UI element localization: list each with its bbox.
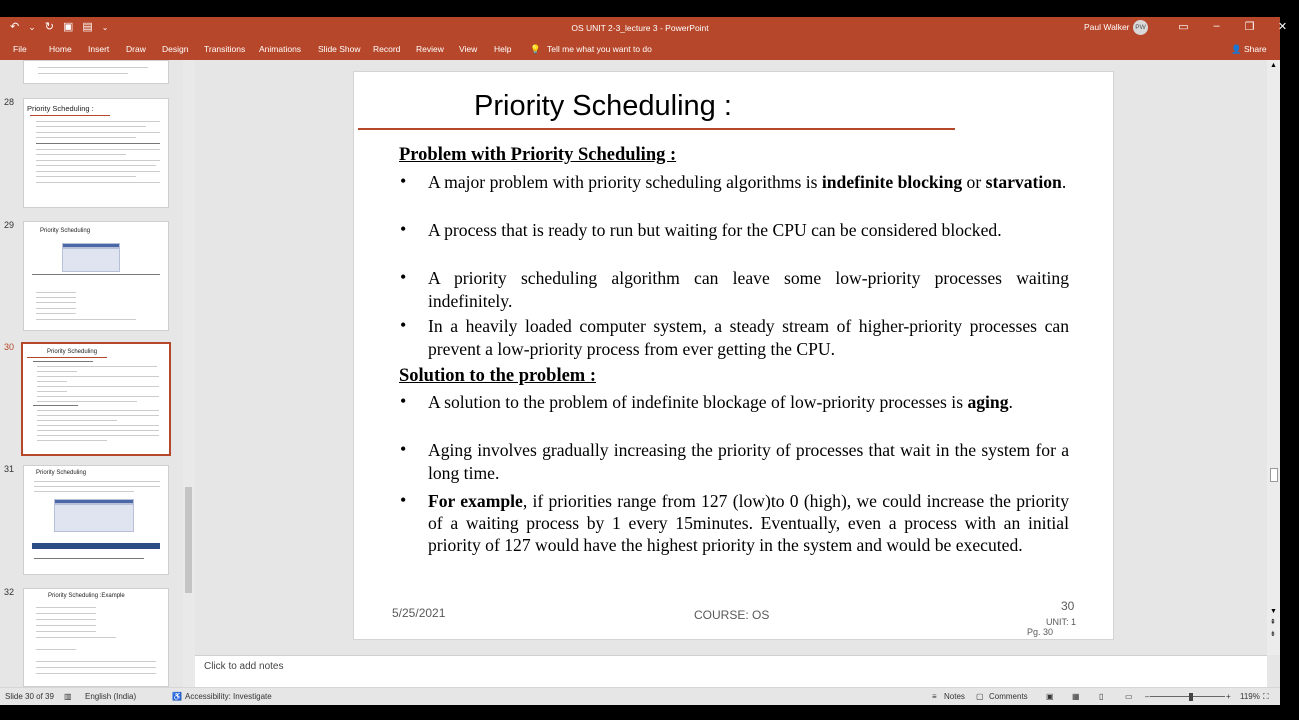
bold-term: indefinite blocking <box>821 172 963 192</box>
editor-scrollbar-thumb[interactable] <box>1270 468 1278 482</box>
spell-check-icon[interactable]: ▥ <box>64 692 72 701</box>
slide-thumbnail-32[interactable] <box>23 588 169 687</box>
zoom-in-icon[interactable]: + <box>1226 692 1231 701</box>
scroll-down-icon[interactable]: ▼ <box>1270 608 1277 615</box>
bullet-text: , if priorities range from 127 (low)to 0 (high), we could increase the priority of a waiting process by 1 every 15minutes. Eventually, even a process with an initial priority of 127 would have the highest priority in the system and would be executed. <box>428 491 1069 555</box>
bold-term: aging <box>967 392 1009 412</box>
bullet-indefinite-blocking[interactable] <box>428 171 1069 194</box>
bullet-marker: • <box>400 439 407 459</box>
slide-thumbnail-28[interactable] <box>23 98 169 208</box>
slide-thumbnail-31[interactable] <box>23 465 169 575</box>
redo-icon[interactable]: ⌄ <box>28 22 36 32</box>
bullet-heavily-loaded[interactable]: In a heavily loaded computer system, a steady stream of higher-priority processes can prevent a low-priority process from ever getting the CPU. <box>428 316 1069 359</box>
bullet-marker: • <box>400 219 407 239</box>
comments-icon[interactable]: ▢ <box>976 692 984 701</box>
next-slide-icon[interactable]: ⇟ <box>1270 631 1276 638</box>
window-controls <box>1167 20 1299 33</box>
thumbnail-title: Priority Scheduling <box>47 349 98 355</box>
bullet-blocked[interactable]: A process that is ready to run but waiting for the CPU can be considered blocked. <box>428 220 1002 240</box>
customize-icon[interactable]: ⌄ <box>101 23 109 32</box>
tab-home[interactable]: Home <box>49 44 72 54</box>
accessibility-status[interactable]: Accessibility: Investigate <box>185 692 272 701</box>
notes-pane[interactable] <box>195 655 1267 687</box>
normal-view-icon[interactable]: ▣ <box>1046 692 1054 701</box>
footer-unit[interactable]: UNIT: 1 <box>1046 617 1077 627</box>
save-icon[interactable]: ▤ <box>82 21 93 33</box>
footer-slide-number[interactable]: 30 <box>1061 599 1075 613</box>
bold-term: For example <box>428 491 523 511</box>
scroll-up-icon[interactable]: ▲ <box>1270 62 1277 69</box>
footer-date[interactable]: 5/25/2021 <box>392 606 446 620</box>
bullet-marker: • <box>400 267 407 287</box>
tab-design[interactable]: Design <box>162 44 189 54</box>
restore-icon[interactable]: ❐ <box>1244 21 1255 33</box>
previous-slide-icon[interactable]: ⇞ <box>1270 619 1276 626</box>
slide-thumbnail-30[interactable] <box>21 342 171 456</box>
close-icon[interactable]: ✕ <box>1277 21 1288 33</box>
tab-animations[interactable]: Animations <box>259 44 302 54</box>
section-heading-solution[interactable]: Solution to the problem : <box>399 366 597 386</box>
slide-counter: Slide 30 of 39 <box>5 692 54 701</box>
bullet-marker: • <box>400 171 407 191</box>
tab-transitions[interactable]: Transitions <box>204 44 246 54</box>
slide-thumbnail-29[interactable] <box>23 221 169 331</box>
document-title: OS UNIT 2-3_lecture 3 - PowerPoint <box>571 23 709 33</box>
bullet-marker: • <box>400 391 407 411</box>
bullet-marker: • <box>400 315 407 335</box>
bullet-text: . <box>1008 392 1013 412</box>
thumbnail-title: Priority Scheduling <box>36 470 87 476</box>
ribbon-tabs <box>0 39 1280 60</box>
share-label: Share <box>1243 44 1267 54</box>
bold-term: starvation <box>985 172 1062 192</box>
touch-mode-icon[interactable]: ▣ <box>62 21 74 33</box>
thumbnail-number: 29 <box>4 220 15 230</box>
bullet-low-priority-waiting[interactable]: A priority scheduling algorithm can leave some low-priority processes waiting indefinitely. <box>428 268 1069 311</box>
bullet-aging-solution[interactable] <box>428 391 1069 414</box>
user-name[interactable]: Paul Walker <box>1084 22 1130 32</box>
tab-slide-show[interactable]: Slide Show <box>318 44 361 54</box>
status-bar <box>0 687 1280 705</box>
thumbnail-scrollbar-thumb[interactable] <box>185 487 192 593</box>
bullet-aging-definition[interactable]: Aging involves gradually increasing the priority of processes that wait in the system for a long time. <box>428 440 1069 483</box>
slide-thumbnail-pane[interactable] <box>0 60 183 687</box>
ribbon-display-icon[interactable]: ▭ <box>1178 21 1189 33</box>
bullet-text: or <box>962 172 986 192</box>
redo-icon[interactable]: ↻ <box>44 21 54 33</box>
undo-icon[interactable]: ↶ <box>10 21 20 33</box>
zoom-level[interactable]: 119% <box>1240 692 1260 701</box>
thumbnail-number: 30 <box>4 342 15 352</box>
thumbnail-number: 31 <box>4 464 15 474</box>
lightbulb-icon: 💡 <box>530 44 541 54</box>
tab-file[interactable]: File <box>13 44 27 54</box>
notes-icon[interactable]: ≡ <box>932 692 937 701</box>
minimize-icon[interactable]: – <box>1213 20 1220 32</box>
slide-sorter-icon[interactable]: ▦ <box>1072 692 1080 701</box>
reading-view-icon[interactable]: ▯ <box>1099 692 1104 701</box>
bullet-text: A solution to the problem of indefinite blockage of low-priority processes is <box>428 392 968 412</box>
section-heading-problem[interactable]: Problem with Priority Scheduling : <box>399 145 677 165</box>
bullet-text: A major problem with priority scheduling algorithms is <box>428 172 822 192</box>
fit-to-window-icon[interactable]: ⛶ <box>1263 692 1269 701</box>
tell-me-search[interactable]: Tell me what you want to do <box>547 44 652 54</box>
accessibility-icon[interactable]: ♿ <box>172 692 182 701</box>
slide-title[interactable]: Priority Scheduling : <box>474 90 732 122</box>
comments-button[interactable]: Comments <box>989 692 1028 701</box>
title-underline <box>358 128 955 130</box>
tab-view[interactable]: View <box>459 44 478 54</box>
slide-show-icon[interactable]: ▭ <box>1125 692 1133 701</box>
bullet-text: . <box>1061 172 1067 192</box>
tab-review[interactable]: Review <box>416 44 444 54</box>
title-bar <box>0 17 1288 39</box>
thumbnail-number: 28 <box>4 97 15 107</box>
zoom-slider-handle[interactable] <box>1189 693 1193 701</box>
language-indicator[interactable]: English (India) <box>85 692 137 701</box>
current-slide[interactable] <box>353 71 1114 640</box>
tab-insert[interactable]: Insert <box>88 44 110 54</box>
thumbnail-title: Priority Scheduling <box>40 228 91 234</box>
tab-record[interactable]: Record <box>373 44 401 54</box>
person-icon: 👤 <box>1231 44 1242 54</box>
tab-help[interactable]: Help <box>494 44 512 54</box>
editor-scrollbar[interactable] <box>1267 60 1280 655</box>
zoom-slider[interactable] <box>1150 696 1225 697</box>
share-button[interactable] <box>1231 44 1267 55</box>
notes-placeholder[interactable]: Click to add notes <box>204 661 284 672</box>
slide-thumbnail-27[interactable] <box>23 60 169 84</box>
zoom-out-icon[interactable]: – <box>1145 692 1150 701</box>
footer-page[interactable]: Pg. 30 <box>1027 627 1054 637</box>
thumbnail-title: Priority Scheduling :Example <box>48 593 125 599</box>
footer-course[interactable]: COURSE: OS <box>694 608 770 622</box>
thumbnail-number: 32 <box>4 587 15 597</box>
notes-button[interactable]: Notes <box>944 692 965 701</box>
bottom-letterbox <box>0 705 1280 720</box>
top-letterbox <box>0 0 1280 17</box>
tab-draw[interactable]: Draw <box>126 44 146 54</box>
avatar[interactable]: PW <box>1133 20 1148 35</box>
bullet-example[interactable] <box>428 490 1069 556</box>
bullet-marker: • <box>400 490 407 510</box>
thumbnail-title: Priority Scheduling : <box>27 104 94 113</box>
